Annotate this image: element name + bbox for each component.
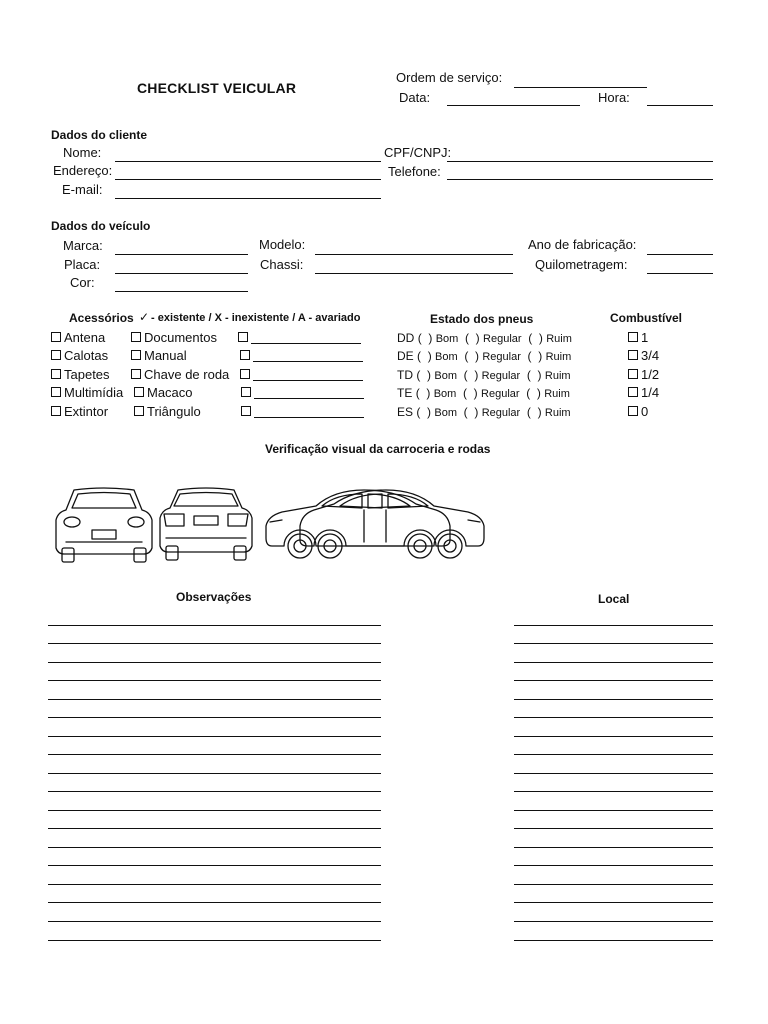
custom-accessory-field[interactable] <box>251 343 361 344</box>
observation-line[interactable] <box>48 921 381 922</box>
checkbox-icon <box>51 332 61 342</box>
location-line[interactable] <box>514 625 713 626</box>
custom-accessory[interactable] <box>240 348 363 363</box>
inspection-heading: Verificação visual da carroceria e rodas <box>265 442 491 456</box>
custom-accessory-field[interactable] <box>253 361 363 362</box>
checkbox-icon <box>628 369 638 379</box>
tyre-row[interactable]: DD ( ) Bom ( ) Regular ( ) Ruim <box>397 331 572 345</box>
fuel-option[interactable]: 1 <box>628 330 648 345</box>
tyre-row[interactable]: DE ( ) Bom ( ) Regular ( ) Ruim <box>397 349 572 363</box>
car-rear-view[interactable] <box>160 488 252 560</box>
doc-field[interactable] <box>447 161 713 162</box>
location-line[interactable] <box>514 921 713 922</box>
custom-accessory[interactable] <box>240 367 363 382</box>
mileage-field[interactable] <box>647 273 713 274</box>
custom-accessory-field[interactable] <box>253 380 363 381</box>
check-icon: ✓ <box>139 310 150 324</box>
time-field[interactable] <box>647 105 713 106</box>
location-line[interactable] <box>514 940 713 941</box>
plate-field[interactable] <box>115 273 248 274</box>
location-line[interactable] <box>514 754 713 755</box>
chassis-field[interactable] <box>315 273 513 274</box>
car-diagram[interactable] <box>50 480 490 564</box>
checkbox-icon <box>131 369 141 379</box>
accessory-item[interactable]: Antena <box>51 330 105 345</box>
color-label: Cor: <box>70 275 95 290</box>
accessory-item[interactable]: Triângulo <box>134 404 201 419</box>
location-line[interactable] <box>514 791 713 792</box>
client-heading: Dados do cliente <box>51 128 148 142</box>
tyre-position: ES <box>397 405 414 419</box>
location-line[interactable] <box>514 884 713 885</box>
location-line[interactable] <box>514 736 713 737</box>
checkbox-icon <box>241 387 251 397</box>
email-label: E-mail: <box>62 182 103 197</box>
custom-accessory[interactable] <box>241 404 364 419</box>
custom-accessory[interactable] <box>238 330 361 345</box>
mileage-label: Quilometragem: <box>535 257 628 272</box>
observations-heading: Observações <box>176 590 252 604</box>
checkbox-icon <box>51 406 61 416</box>
name-label: Nome: <box>63 145 102 160</box>
tyre-row[interactable]: ES ( ) Bom ( ) Regular ( ) Ruim <box>397 405 571 419</box>
observation-line[interactable] <box>48 736 381 737</box>
observation-line[interactable] <box>48 754 381 755</box>
observation-line[interactable] <box>48 643 381 644</box>
custom-accessory-field[interactable] <box>254 398 364 399</box>
address-label: Endereço: <box>53 163 113 178</box>
accessory-item[interactable]: Calotas <box>51 348 108 363</box>
observation-line[interactable] <box>48 625 381 626</box>
vehicle-heading: Dados do veículo <box>51 219 151 233</box>
location-line[interactable] <box>514 902 713 903</box>
checkbox-icon <box>628 350 638 360</box>
model-field[interactable] <box>315 254 513 255</box>
checkbox-icon <box>51 369 61 379</box>
tyre-position: TE <box>397 386 413 400</box>
location-line[interactable] <box>514 773 713 774</box>
address-field[interactable] <box>115 179 381 180</box>
observation-line[interactable] <box>48 940 381 941</box>
observation-line[interactable] <box>48 847 381 848</box>
location-line[interactable] <box>514 828 713 829</box>
accessory-item[interactable]: Manual <box>131 348 187 363</box>
accessories-heading: Acessórios <box>69 311 134 325</box>
checkbox-icon <box>628 387 638 397</box>
time-label: Hora: <box>598 90 630 105</box>
accessory-item[interactable]: Multimídia <box>51 385 123 400</box>
location-line[interactable] <box>514 680 713 681</box>
fuel-option[interactable]: 1/2 <box>628 367 659 382</box>
plate-label: Placa: <box>64 257 101 272</box>
checkbox-icon <box>628 332 638 342</box>
year-label: Ano de fabricação: <box>528 237 637 252</box>
fuel-option[interactable]: 0 <box>628 404 648 419</box>
page-title: CHECKLIST VEICULAR <box>137 80 297 96</box>
observation-line[interactable] <box>48 865 381 866</box>
accessory-item[interactable]: Documentos <box>131 330 217 345</box>
observation-line[interactable] <box>48 717 381 718</box>
checkbox-icon <box>131 350 141 360</box>
location-line[interactable] <box>514 643 713 644</box>
order-label: Ordem de serviço: <box>396 70 503 85</box>
observation-line[interactable] <box>48 810 381 811</box>
observation-line[interactable] <box>48 791 381 792</box>
checkbox-icon <box>240 350 250 360</box>
year-field[interactable] <box>647 254 713 255</box>
brand-label: Marca: <box>63 238 103 253</box>
location-line[interactable] <box>514 662 713 663</box>
fuel-heading: Combustível <box>610 311 683 325</box>
observation-line[interactable] <box>48 884 381 885</box>
location-line[interactable] <box>514 717 713 718</box>
car-side-left[interactable] <box>266 490 450 558</box>
location-line[interactable] <box>514 847 713 848</box>
model-label: Modelo: <box>259 237 306 252</box>
checkbox-icon <box>628 406 638 416</box>
phone-field[interactable] <box>447 179 713 180</box>
location-line[interactable] <box>514 810 713 811</box>
name-field[interactable] <box>115 161 381 162</box>
location-line[interactable] <box>514 865 713 866</box>
accessory-item[interactable]: Tapetes <box>51 367 110 382</box>
date-field[interactable] <box>447 105 580 106</box>
checkbox-icon <box>131 332 141 342</box>
observation-line[interactable] <box>48 773 381 774</box>
phone-label: Telefone: <box>388 164 441 179</box>
observation-line[interactable] <box>48 828 381 829</box>
accessory-item[interactable]: Macaco <box>134 385 193 400</box>
accessory-item[interactable]: Chave de roda <box>131 367 229 382</box>
tyre-position: TD <box>397 368 413 382</box>
tyre-position: DE <box>397 349 414 363</box>
observation-line[interactable] <box>48 662 381 663</box>
fuel-option[interactable]: 1/4 <box>628 385 659 400</box>
checkbox-icon <box>134 406 144 416</box>
chassis-label: Chassi: <box>260 257 304 272</box>
observation-line[interactable] <box>48 902 381 903</box>
observation-line[interactable] <box>48 680 381 681</box>
custom-accessory-field[interactable] <box>254 417 364 418</box>
car-front-view[interactable] <box>56 488 152 562</box>
observation-line[interactable] <box>48 699 381 700</box>
tyre-position: DD <box>397 331 415 345</box>
location-line[interactable] <box>514 699 713 700</box>
email-field[interactable] <box>115 198 381 199</box>
location-heading: Local <box>598 592 630 606</box>
date-label: Data: <box>399 90 431 105</box>
order-field[interactable] <box>514 87 647 88</box>
checkbox-icon <box>241 406 251 416</box>
fuel-option[interactable]: 3/4 <box>628 348 659 363</box>
doc-label: CPF/CNPJ: <box>384 145 452 160</box>
brand-field[interactable] <box>115 254 248 255</box>
custom-accessory[interactable] <box>241 385 364 400</box>
checkbox-icon <box>51 350 61 360</box>
accessories-legend: - existente / X - inexistente / A - avariado <box>151 312 361 324</box>
tyre-row[interactable]: TE ( ) Bom ( ) Regular ( ) Ruim <box>397 386 570 400</box>
checkbox-icon <box>51 387 61 397</box>
car-side-right[interactable] <box>300 490 484 558</box>
accessory-item[interactable]: Extintor <box>51 404 108 419</box>
checkbox-icon <box>134 387 144 397</box>
tyre-row[interactable]: TD ( ) Bom ( ) Regular ( ) Ruim <box>397 368 571 382</box>
checkbox-icon <box>238 332 248 342</box>
tyres-heading: Estado dos pneus <box>430 312 534 326</box>
color-field[interactable] <box>115 291 248 292</box>
checkbox-icon <box>240 369 250 379</box>
